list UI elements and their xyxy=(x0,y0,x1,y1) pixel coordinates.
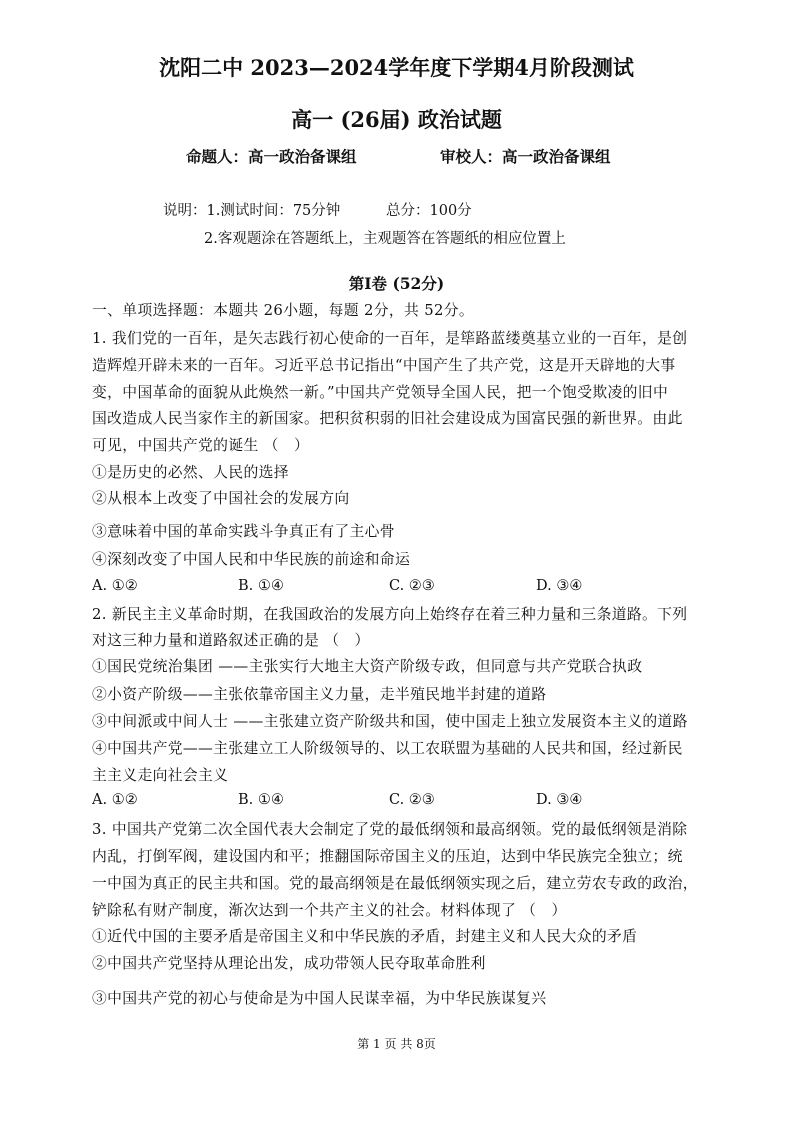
reviewer-label: 审校人：高一政治备课组 xyxy=(440,147,611,166)
q2-option-c: C. ②③ xyxy=(389,792,435,808)
q2-item: 主主义走向社会主义 xyxy=(92,767,229,784)
instruction-time: 说明：1.测试时间：75分钟 xyxy=(163,203,341,219)
q3-item: ②中国共产党坚持从理论出发，成功带领人民夺取革命胜利 xyxy=(92,955,486,972)
setter-label: 命题人：高一政治备课组 xyxy=(186,147,357,166)
q1-line: 变，中国革命的面貌从此焕然一新。”中国共产党领导全国人民，把一个饱受欺凌的旧中 xyxy=(92,384,669,401)
q1-line: 可见，中国共产党的诞生 （ ） xyxy=(92,437,310,454)
q2-item: ②小资产阶级——主张依靠帝国主义力量，走半殖民地半封建的道路 xyxy=(92,686,547,703)
q2-item: ③中间派或中间人士 ——主张建立资产阶级共和国，使中国走上独立发展资本主义的道路 xyxy=(92,713,688,730)
q2-option-a: A. ①② xyxy=(92,792,138,808)
q1-line: 国改造成人民当家作主的新国家。把积贫积弱的旧社会建设成为国富民强的新世界。由此 xyxy=(92,410,683,427)
q1-item: ④深刻改变了中国人民和中华民族的前途和命运 xyxy=(92,551,411,568)
q3-line: 一中国为真正的民主共和国。党的最高纲领是在最低纲领实现之后，建立劳农专政的政治， xyxy=(92,875,698,892)
q1-item: ③意味着中国的革命实践斗争真正有了主心骨 xyxy=(92,523,395,540)
exam-title: 沈阳二中 2023—2024学年度下学期4月阶段测试 xyxy=(159,55,634,80)
exam-subtitle: 高一 (26届) 政治试题 xyxy=(291,107,502,132)
q1-option-d: D. ③④ xyxy=(536,578,583,594)
q3-line: 内乱，打倒军阀，建设国内和平；推翻国际帝国主义的压迫，达到中华民族完全独立；统 xyxy=(92,848,683,865)
q2-option-d: D. ③④ xyxy=(536,792,583,808)
instruction-total: 总分：100分 xyxy=(386,203,472,219)
q3-line: 3. 中国共产党第二次全国代表大会制定了党的最低纲领和最高纲领。党的最低纲领是消除 xyxy=(92,821,688,838)
q3-item: ③中国共产党的初心与使命是为中国人民谋幸福，为中华民族谋复兴 xyxy=(92,990,547,1007)
q2-item: ①国民党统治集团 ——主张实行大地主大资产阶级专政，但同意与共产党联合执政 xyxy=(92,658,643,675)
q2-option-b: B. ①④ xyxy=(238,792,284,808)
page-number: 第 1 页 共 8页 xyxy=(357,1037,436,1051)
q2-line: 2. 新民主主义革命时期，在我国政治的发展方向上始终存在着三种力量和三条道路。下列 xyxy=(92,606,688,623)
q1-line: 造辉煌开辟未来的一百年。习近平总书记指出“中国产生了共产党，这是开天辟地的大事 xyxy=(92,357,676,374)
q3-item: ①近代中国的主要矛盾是帝国主义和中华民族的矛盾，封建主义和人民大众的矛盾 xyxy=(92,928,638,945)
q1-item: ②从根本上改变了中国社会的发展方向 xyxy=(92,490,350,507)
section-title: 第Ⅰ卷 (52分) xyxy=(348,274,445,293)
q1-option-b: B. ①④ xyxy=(238,578,284,594)
q1-line: 1. 我们党的一百年，是矢志践行初心使命的一百年，是筚路蓝缕奠基立业的一百年，是创 xyxy=(92,330,688,347)
section-intro: 一、单项选择题：本题共 26小题，每题 2分，共 52分。 xyxy=(92,302,475,319)
q1-item: ①是历史的必然、人民的选择 xyxy=(92,464,289,481)
q2-line: 对这三种力量和道路叙述正确的是 （ ） xyxy=(92,632,370,649)
q1-option-a: A. ①② xyxy=(92,578,138,594)
q1-option-c: C. ②③ xyxy=(389,578,435,594)
q2-item: ④中国共产党——主张建立工人阶级领导的、以工农联盟为基础的人民共和国，经过新民 xyxy=(92,740,683,757)
q3-line: 铲除私有财产制度，渐次达到一个共产主义的社会。材料体现了 （ ） xyxy=(92,902,567,919)
instruction-answer: 2.客观题涂在答题纸上，主观题答在答题纸的相应位置上 xyxy=(204,231,566,247)
